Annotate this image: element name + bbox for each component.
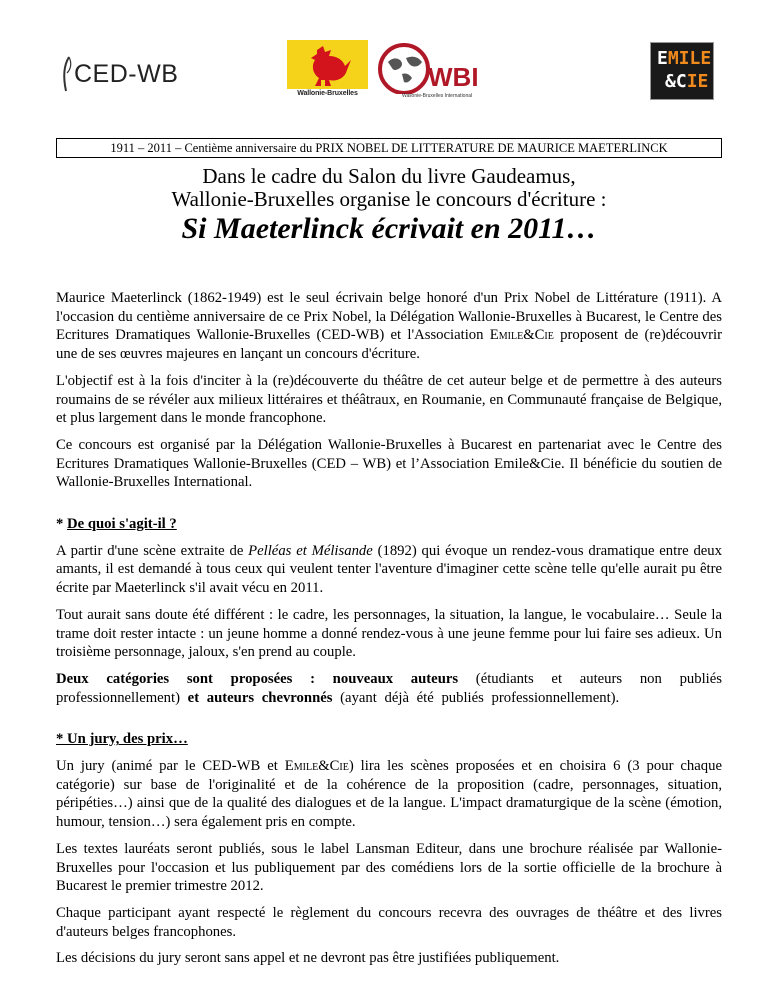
rooster-flag <box>287 40 368 89</box>
section1-paragraph-2: Tout aurait sans doute été différent : le cadre, les personnages, la situation, la langue, le vocabulaire… Seule la trame doit rester intacte : un jeune homme a donné rendez-vous à une jeune femme pour lui faire ses adieux. Un troisième personnage, jaloux, s'en prend au couple. <box>56 606 722 661</box>
section2-paragraph-3: Chaque participant ayant respecté le règlement du concours recevra des ouvrages de théâtre et des livres d'auteurs belges francophones. <box>56 904 722 940</box>
intro-paragraph-3: Ce concours est organisé par la Délégation Wallonie-Bruxelles à Bucarest en partenariat avec le Centre des Ecritures Dramatiques Wallonie-Bruxelles (CED – WB) et l’Association Emile&Cie. Il bénéficie du soutien de Wallonie-Bruxelles International. <box>56 436 722 491</box>
document-body <box>56 289 722 976</box>
wbi-wordmark: WBI <box>428 62 479 92</box>
ced-wb-wordmark: CED-WB <box>74 59 179 88</box>
page-title: Si Maeterlinck écrivait en 2011… <box>181 212 597 245</box>
section-heading-1: * De quoi s'agit-il ? <box>56 516 177 533</box>
ced-wb-logo <box>60 54 178 94</box>
emile-letter: E <box>657 48 668 69</box>
cie-rest: IE <box>686 71 709 92</box>
wallonie-bruxelles-caption: Wallonie-Bruxelles <box>297 90 358 97</box>
intro-paragraph-2: L'objectif est à la fois d'inciter à la (re)découverte du théâtre de cet auteur belge et de permettre à des auteurs roumains de se révéler aux milieux littéraires et théâtraux, en Roumanie, en Communauté française de Belgique, et plus largement dans le monde francophone. <box>56 372 722 427</box>
section2-paragraph-1: Un jury (animé par le CED-WB et Emile&Cie) lira les scènes proposées et en choisira 6 (3 pour chaque catégorie) sur base de l'originalité et de la cohérence de la proposition (cadre, personnages, situation, péripéties…) ainsi que de la qualité des dialogues et de la langue. L'impact dramaturgique de la scène (émotion, humour, tension…) sera également pris en compte. <box>56 758 722 831</box>
wbi-caption: Wallonie-Bruxelles International <box>402 93 473 99</box>
quill-icon <box>60 55 74 93</box>
emile-cie-name: Emile&Cie <box>284 758 349 775</box>
play-title: Pelléas et Mélisande <box>248 542 373 559</box>
rooster-icon <box>287 40 368 89</box>
anniversary-banner: 1911 – 2011 – Centième anniversaire du PRIX NOBEL DE LITTERATURE DE MAURICE MAETERLINCK <box>56 138 722 158</box>
section2-paragraph-2: Les textes lauréats seront publiés, sous le label Lansman Editeur, dans une brochure réalisée par Wallonie-Bruxelles pour l'occasion et lus publiquement par des comédiens lors de la sortie officielle de la brochure à Bucarest le premier trimestre 2012. <box>56 840 722 895</box>
emile-cie-name: Emile&Cie <box>489 327 554 344</box>
emile-rest: MILE <box>667 48 712 69</box>
wallonie-bruxelles-logo <box>287 40 368 100</box>
title-line-2: Wallonie-Bruxelles organise le concours d'écriture : <box>171 187 607 211</box>
logo-bar <box>0 0 768 110</box>
section1-paragraph-3: Deux catégories sont proposées : nouveaux auteurs (étudiants et auteurs non publiés professionnellement) et auteurs chevronnés (ayant déjà été publiés professionnellement). <box>56 670 722 706</box>
globe-icon <box>372 42 506 94</box>
title-block <box>56 165 722 247</box>
section2-paragraph-4: Les décisions du jury seront sans appel et ne devront pas être justifiées publiquement. <box>56 950 560 967</box>
wbi-logo <box>372 42 506 102</box>
cie-letter: &C <box>665 71 687 92</box>
emile-et-cie-logo <box>650 42 714 100</box>
section1-paragraph-1: A partir d'une scène extraite de Pelléas et Mélisande (1892) qui évoque un rendez-vous dramatique entre deux amants, il est demandé à tous ceux qui veulent tenter l'aventure d'imaginer cette scène telle qu'elle aurait pu être écrite par Maeterlinck s'il avait vécu en 2011. <box>56 542 722 597</box>
section-heading-2: * Un jury, des prix… <box>56 731 188 748</box>
title-line-1: Dans le cadre du Salon du livre Gaudeamus, <box>202 164 576 188</box>
intro-paragraph-1: Maurice Maeterlinck (1862-1949) est le seul écrivain belge honoré d'un Prix Nobel de Littérature (1911). A l'occasion du centième anniversaire de ce Prix Nobel, la Délégation Wallonie-Bruxelles à Bucarest, le Centre des Ecritures Dramatiques Wallonie-Bruxelles (CED-WB) et l'Association Emile&Cie proposent de (re)découvrir une de ses œuvres majeures en lançant un concours d'écriture. <box>56 290 722 363</box>
